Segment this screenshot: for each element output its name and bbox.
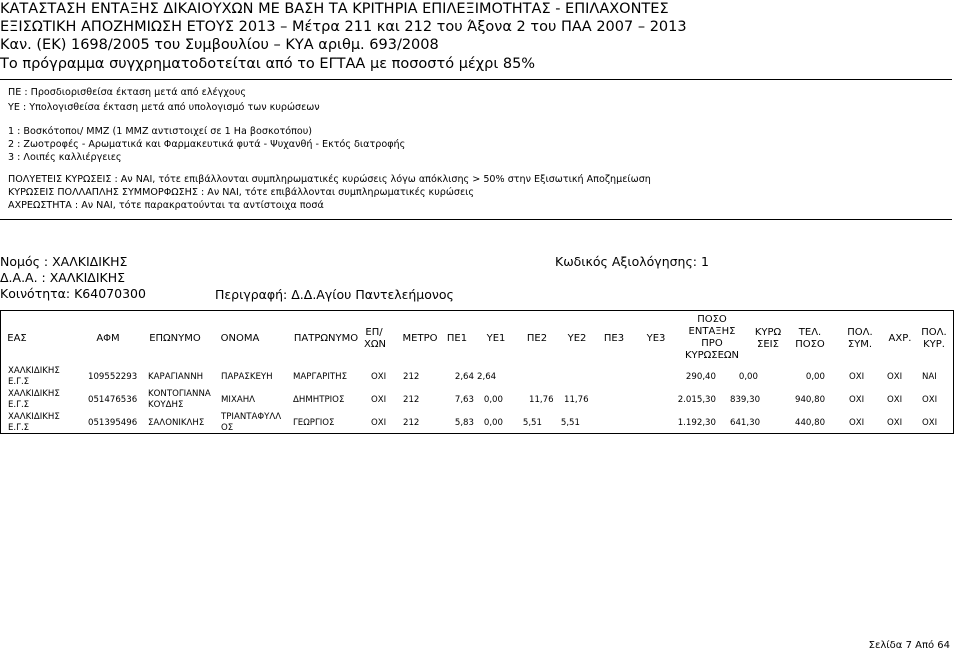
cell-afm: 109552293: [88, 372, 138, 382]
col-header-kyroseis: ΚΥΡΩ ΣΕΙΣ: [754, 327, 782, 350]
cell-pol-kyr: ΟΧΙ: [922, 418, 938, 428]
cell-eponymo: ΣΑΛΟΝΙΚΛΗΣ: [148, 418, 205, 428]
cell-patronymo: ΔΗΜΗΤΡΙΟΣ: [293, 395, 345, 405]
cell-ye1: 0,00: [483, 395, 503, 405]
cell-pol-sym: ΟΧΙ: [849, 418, 865, 428]
cell-onoma: ΠΑΡΑΣΚΕΥΗ: [221, 372, 273, 382]
cell-ye1: 2,64: [477, 372, 497, 382]
col-header-pe1: ΠΕ1: [446, 333, 468, 344]
cell-tel-poso: 940,80: [795, 395, 826, 405]
col-header-pe3: ΠΕ3: [603, 333, 625, 344]
col-header-tel-poso: ΤΕΛ. ΠΟΣΟ: [795, 327, 825, 350]
cell-metro: 212: [403, 372, 420, 382]
cell-ye2: 11,76: [564, 395, 589, 405]
cell-poso: 290,40: [685, 372, 716, 382]
cell-metro: 212: [403, 395, 420, 405]
cell-pol-sym: ΟΧΙ: [849, 395, 865, 405]
cell-pe2: 5,51: [522, 418, 542, 428]
legend-pe: ΠΕ : Προσδιορισθείσα έκταση μετά από ελέγχους: [8, 87, 246, 98]
title-line-3: Καν. (ΕΚ) 1698/2005 του Συμβουλίου – ΚΥΑ αριθμ. 693/2008: [0, 37, 439, 53]
cell-epixon: ΟΧΙ: [371, 395, 387, 405]
cell-axr: ΟΧΙ: [887, 418, 903, 428]
cell-eponymo: ΚΑΡΑΓΙΑΝΝΗ: [148, 372, 204, 382]
cell-eas: ΧΑΛΚΙΔΙΚΗΣ Ε.Γ.Σ: [8, 412, 60, 433]
cell-eas: ΧΑΛΚΙΔΙΚΗΣ Ε.Γ.Σ: [8, 389, 60, 410]
daa-label: Δ.Α.Α. : ΧΑΛΚΙΔΙΚΗΣ: [0, 270, 126, 285]
legend-cat-3: 3 : Λοιπές καλλιέργειες: [8, 152, 122, 163]
cell-metro: 212: [403, 418, 420, 428]
cell-pe2: 11,76: [529, 395, 554, 405]
cell-pe1: 5,83: [454, 418, 474, 428]
col-header-ye3: ΥΕ3: [646, 333, 666, 344]
cell-epixon: ΟΧΙ: [371, 418, 387, 428]
col-header-pe2: ΠΕ2: [526, 333, 548, 344]
cell-onoma: ΜΙΧΑΗΛ: [221, 395, 256, 405]
cell-eas: ΧΑΛΚΙΔΙΚΗΣ Ε.Γ.Σ: [8, 366, 60, 387]
col-header-pol-sym: ΠΟΛ. ΣΥΜ.: [847, 327, 873, 350]
perigrafi-label: Περιγραφή: Δ.Δ.Αγίου Παντελεήμονος: [215, 287, 454, 302]
legend-cat-1: 1 : Βοσκότοποι/ ΜΜΖ (1 ΜΜΖ αντιστοιχεί σε 1 Ha βοσκοτόπου): [8, 126, 313, 137]
divider: [0, 79, 952, 80]
cell-afm: 051395496: [88, 418, 138, 428]
col-header-eponymo: ΕΠΩΝΥΜΟ: [149, 333, 201, 344]
kodikos-label: Κωδικός Αξιολόγησης: 1: [555, 254, 709, 269]
col-header-afm: ΑΦΜ: [96, 333, 120, 344]
cell-poso: 2.015,30: [677, 395, 716, 405]
col-header-poso-entaxis: ΠΟΣΟ ΕΝΤΑΞΗΣ ΠΡΟ ΚΥΡΩΣΕΩΝ: [684, 314, 740, 361]
cell-pol-kyr: ΝΑΙ: [922, 372, 937, 382]
cell-tel-poso: 440,80: [795, 418, 826, 428]
cell-axr: ΟΧΙ: [887, 395, 903, 405]
cell-poso: 1.192,30: [677, 418, 716, 428]
cell-pol-sym: ΟΧΙ: [849, 372, 865, 382]
nomos-label: Νομός : ΧΑΛΚΙΔΙΚΗΣ: [0, 254, 128, 269]
col-header-ye2: ΥΕ2: [567, 333, 587, 344]
cell-onoma: ΤΡΙΑΝΤΑΦΥΛΛ ΟΣ: [221, 412, 282, 433]
cell-patronymo: ΜΑΡΓΑΡΙΤΗΣ: [293, 372, 348, 382]
col-header-epixon: ΕΠ/ ΧΩΝ: [364, 327, 386, 350]
col-header-pol-kyr: ΠΟΛ. ΚΥΡ.: [921, 327, 947, 350]
cell-kyroseis: 0,00: [738, 372, 758, 382]
cell-tel-poso: 0,00: [805, 372, 825, 382]
cell-ye1: 0,00: [483, 418, 503, 428]
legend-ye: ΥΕ : Υπολογισθείσα έκταση μετά από υπολογισμό των κυρώσεων: [8, 102, 320, 113]
col-header-patronymo: ΠΑΤΡΩΝΥΜΟ: [293, 333, 359, 344]
cell-kyroseis: 839,30: [730, 395, 761, 405]
page-number: Σελίδα 7 Από 64: [868, 640, 950, 651]
divider: [0, 219, 952, 220]
col-header-eas: ΕΑΣ: [7, 333, 27, 344]
title-line-1: ΚΑΤΑΣΤΑΣΗ ΕΝΤΑΞΗΣ ΔΙΚΑΙΟΥΧΩΝ ΜΕ ΒΑΣΗ ΤΑ ΚΡΙΤΗΡΙΑ ΕΠΙΛΕΞΙΜΟΤΗΤΑΣ - ΕΠΙΛΑΧΟΝΤΕΣ: [0, 1, 669, 17]
cell-kyroseis: 641,30: [730, 418, 761, 428]
cell-pol-kyr: ΟΧΙ: [922, 395, 938, 405]
cell-eponymo: ΚΟΝΤΟΓΙΑΝΝΑ ΚΟΥΔΗΣ: [148, 389, 211, 410]
cell-epixon: ΟΧΙ: [371, 372, 387, 382]
title-line-4: Το πρόγραμμα συγχρηματοδοτείται από το ΕΓΤΑΑ με ποσοστό μέχρι 85%: [0, 56, 536, 72]
col-header-axr: ΑΧΡ.: [888, 333, 912, 344]
legend-note-2: ΚΥΡΩΣΕΙΣ ΠΟΛΛΑΠΛΗΣ ΣΥΜΜΟΡΦΩΣΗΣ : Αν ΝΑΙ, τότε επιβάλλονται συμπληρωματικές κυρώσεις: [8, 187, 475, 198]
legend-note-3: ΑΧΡΕΩΣΤΗΤΑ : Αν ΝΑΙ, τότε παρακρατούνται τα αντίστοιχα ποσά: [8, 200, 324, 211]
title-line-2: ΕΞΙΣΩΤΙΚΗ ΑΠΟΖΗΜΙΩΣΗ ΕΤΟΥΣ 2013 – Μέτρα 211 και 212 του Άξονα 2 του ΠΑΑ 2007 – 2013: [0, 19, 687, 35]
cell-afm: 051476536: [88, 395, 138, 405]
col-header-onoma: ΟΝΟΜΑ: [220, 333, 260, 344]
cell-ye2: 5,51: [560, 418, 580, 428]
col-header-metro: ΜΕΤΡΟ: [402, 333, 438, 344]
cell-axr: ΟΧΙ: [887, 372, 903, 382]
col-header-ye1: ΥΕ1: [486, 333, 506, 344]
cell-pe1: 2,64: [454, 372, 474, 382]
koinotita-label: Κοινότητα: K64070300: [0, 286, 146, 301]
legend-note-1: ΠΟΛΥΕΤΕΙΣ ΚΥΡΩΣΕΙΣ : Αν ΝΑΙ, τότε επιβάλλονται συμπληρωματικές κυρώσεις λόγω απόκλισης > 50% στην Εξισωτική Αποζημείωση: [8, 174, 651, 185]
cell-patronymo: ΓΕΩΡΓΙΟΣ: [293, 418, 335, 428]
legend-cat-2: 2 : Ζωοτροφές - Αρωματικά και Φαρμακευτικά φυτά - Ψυχανθή - Εκτός διατροφής: [8, 139, 406, 150]
cell-pe1: 7,63: [454, 395, 474, 405]
